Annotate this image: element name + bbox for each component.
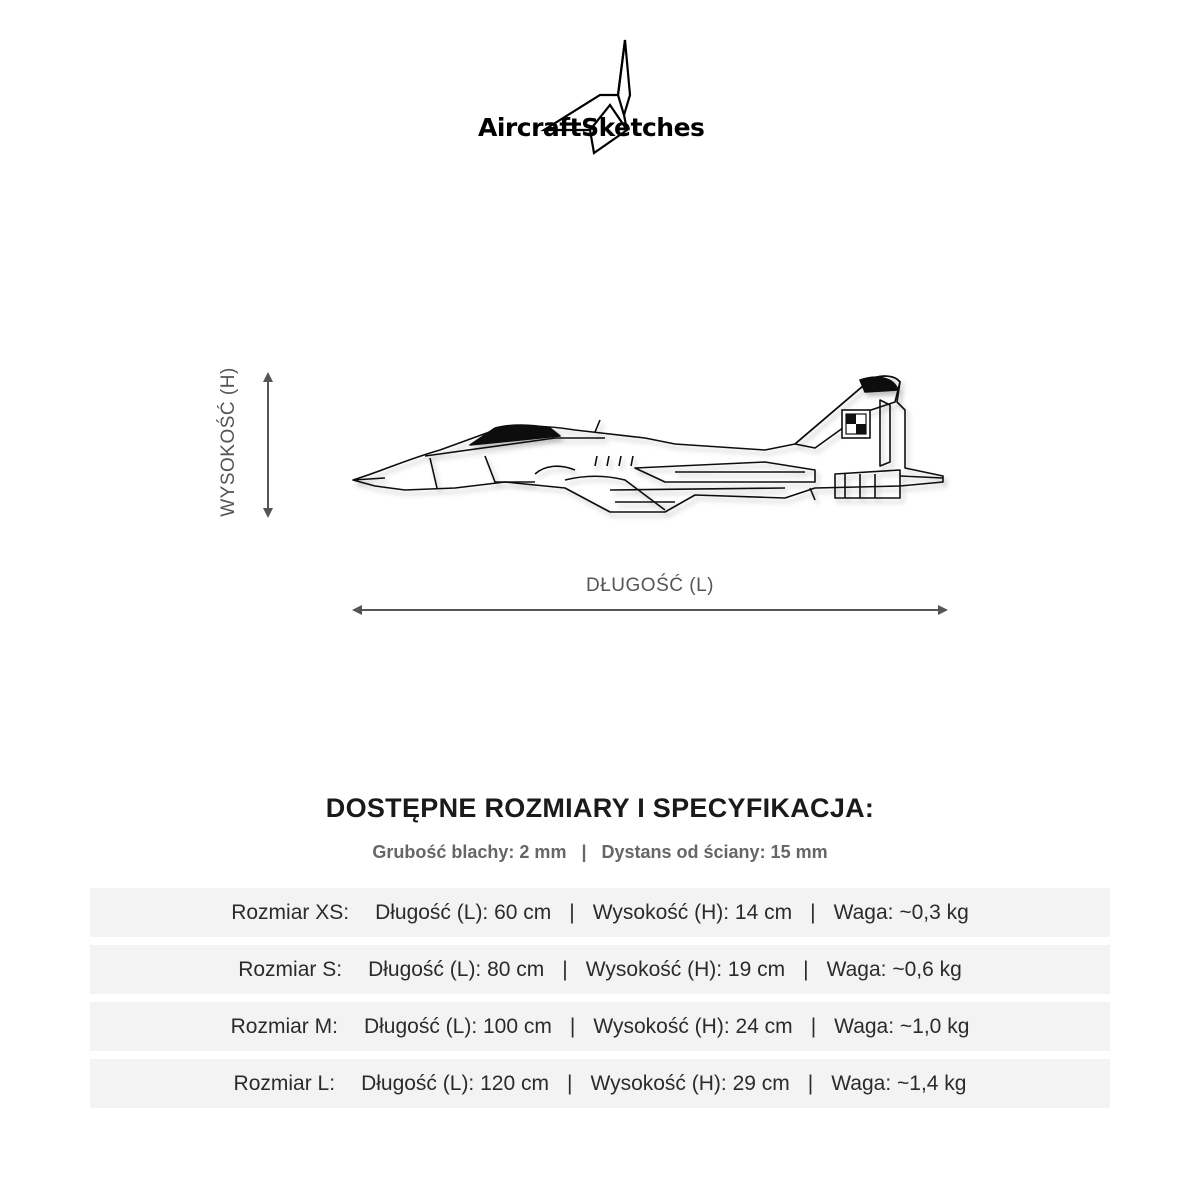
size-height: Wysokość (H): 29 cm (590, 1071, 790, 1095)
specs-subtitle: Grubość blachy: 2 mm | Dystans od ściany: 15 mm (372, 842, 828, 862)
size-name: Rozmiar XS: (231, 900, 350, 924)
size-length: Długość (L): 120 cm (361, 1071, 549, 1095)
size-row-s: Rozmiar S: Długość (L): 80 cm | Wysokość (H): 19 cm | Waga: ~0,6 kg (90, 945, 1110, 994)
size-weight: Waga: ~1,4 kg (831, 1071, 967, 1095)
brand-name: AircraftSketches (478, 113, 705, 142)
height-dimension-label: WYSOKOŚĆ (H) (218, 367, 239, 517)
sheet-thickness: Grubość blachy: 2 mm (372, 842, 567, 862)
length-dimension-label: DŁUGOŚĆ (L) (586, 575, 714, 596)
size-length: Długość (L): 100 cm (363, 1014, 552, 1038)
size-name: Rozmiar L: (233, 1071, 336, 1095)
size-height: Wysokość (H): 19 cm (585, 957, 786, 981)
size-height: Wysokość (H): 14 cm (592, 900, 793, 924)
wall-distance: Dystans od ściany: 15 mm (601, 842, 828, 862)
size-row-l: Rozmiar L: Długość (L): 120 cm | Wysokość (H): 29 cm | Waga: ~1,4 kg (90, 1059, 1110, 1108)
checkerboard-insignia (842, 410, 870, 438)
fighter-jet-silhouette-icon (345, 370, 955, 530)
size-weight: Waga: ~1,0 kg (834, 1014, 970, 1038)
size-weight: Waga: ~0,3 kg (833, 900, 969, 924)
size-name: Rozmiar S: (238, 957, 343, 981)
size-length: Długość (L): 80 cm (368, 957, 545, 981)
size-length: Długość (L): 60 cm (375, 900, 552, 924)
size-height: Wysokość (H): 24 cm (593, 1014, 793, 1038)
size-weight: Waga: ~0,6 kg (826, 957, 962, 981)
size-row-xs: Rozmiar XS: Długość (L): 60 cm | Wysokość (H): 14 cm | Waga: ~0,3 kg (90, 888, 1110, 937)
size-name: Rozmiar M: (230, 1014, 338, 1038)
size-row-m: Rozmiar M: Długość (L): 100 cm | Wysokość (H): 24 cm | Waga: ~1,0 kg (90, 1002, 1110, 1051)
vertical-double-arrow-icon (258, 370, 278, 520)
brand-logo (470, 35, 730, 160)
horizontal-double-arrow-icon (350, 600, 950, 620)
specs-title: DOSTĘPNE ROZMIARY I SPECYFIKACJA: (325, 793, 875, 823)
